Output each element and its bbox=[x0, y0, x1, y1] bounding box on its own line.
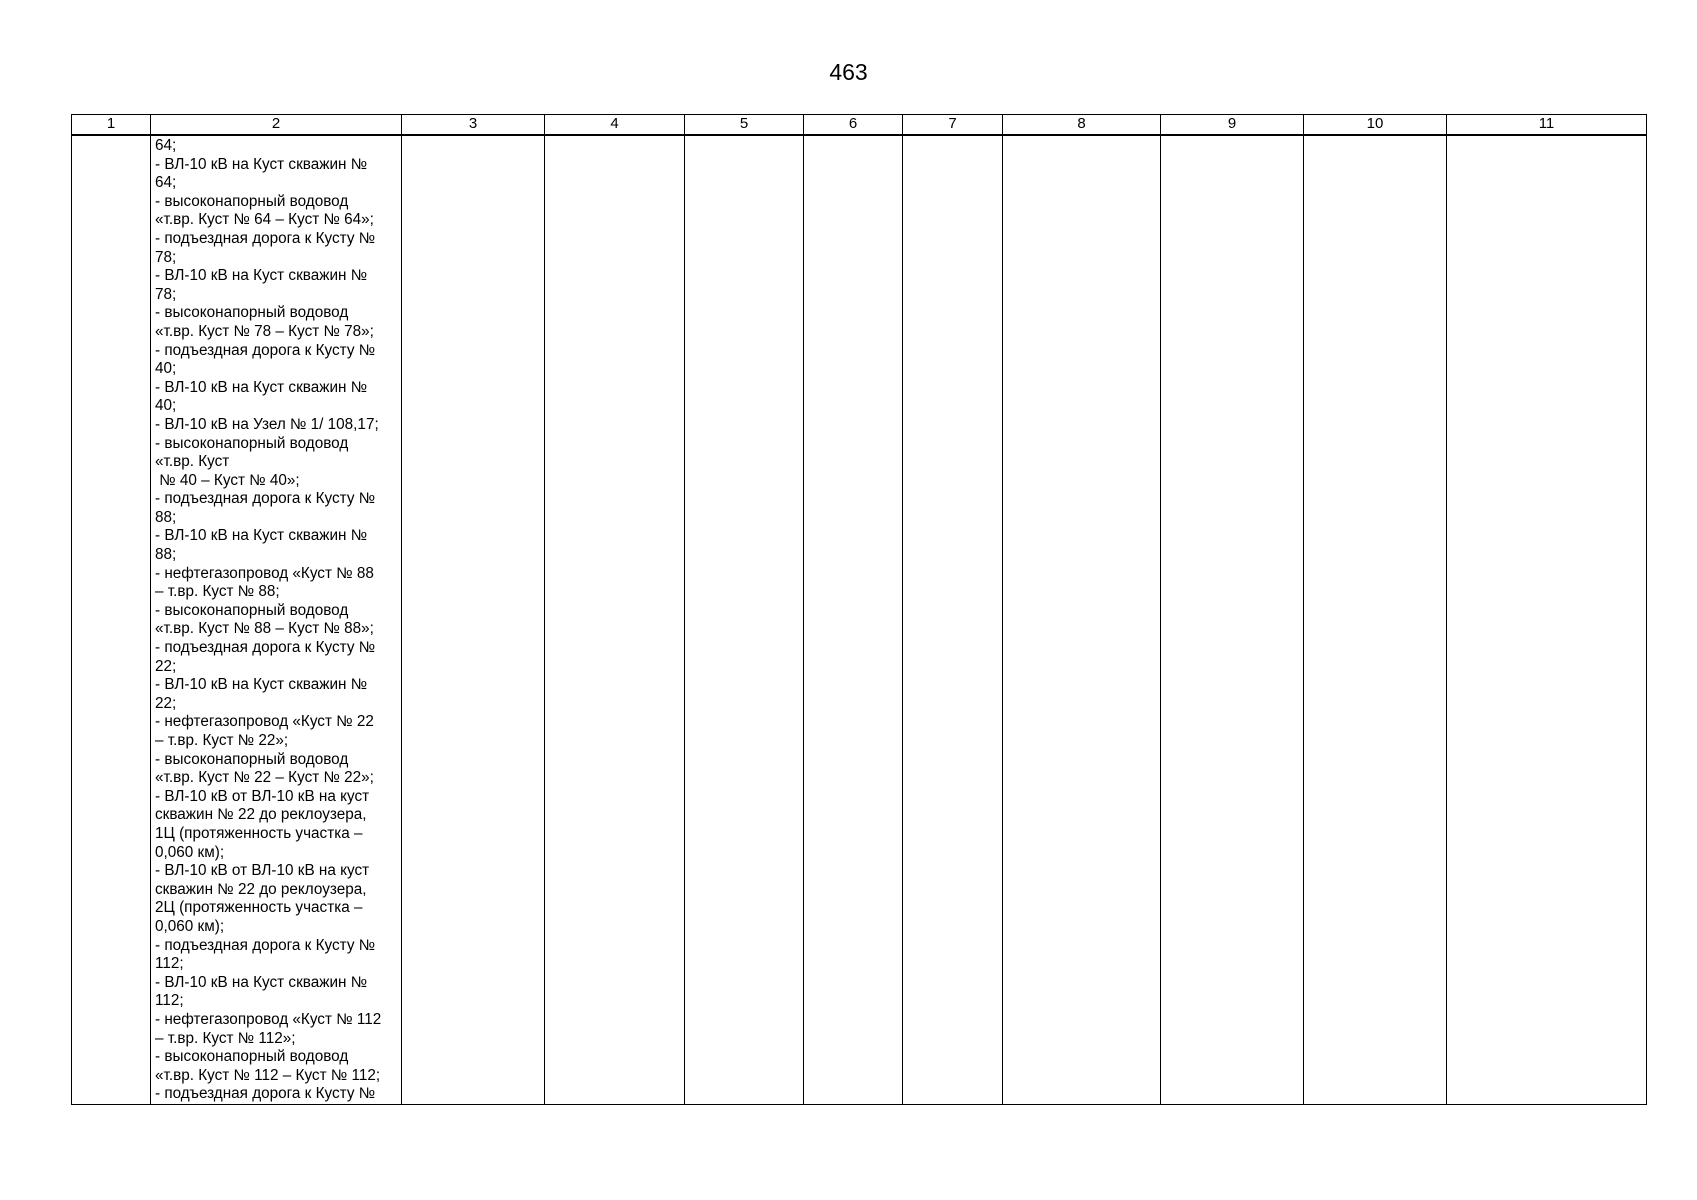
column-header-4: 4 bbox=[545, 115, 685, 136]
cell-text bbox=[402, 136, 544, 137]
column-header-6: 6 bbox=[804, 115, 903, 136]
data-table bbox=[71, 114, 1647, 1105]
table-cell-col-5 bbox=[685, 135, 804, 1104]
cell-text bbox=[685, 136, 803, 137]
table-cell-col-1 bbox=[72, 135, 151, 1104]
table-cell-col-11 bbox=[1447, 135, 1647, 1104]
cell-text bbox=[1003, 136, 1160, 137]
table-cell-col-10 bbox=[1304, 135, 1447, 1104]
cell-text bbox=[903, 136, 1002, 137]
column-header-7: 7 bbox=[903, 115, 1003, 136]
page-number: 463 bbox=[829, 59, 868, 85]
column-header-5: 5 bbox=[685, 115, 804, 136]
table-cell-col-4 bbox=[545, 135, 685, 1104]
column-header-2: 2 bbox=[151, 115, 402, 136]
table-cell-col-9 bbox=[1161, 135, 1304, 1104]
table-cell-col-6 bbox=[804, 135, 903, 1104]
table-cell-col-8 bbox=[1003, 135, 1161, 1104]
cell-text bbox=[804, 136, 902, 137]
cell-text-objects-list: 64; - ВЛ-10 кВ на Куст скважин № 64; - высоконапорный водовод «т.вр. Куст № 64 – Куст № 64»; - подъездная дорога к Кусту № 78; - ВЛ-10 кВ на Куст скважин № 78; - высоконапорный водовод «т.вр. Куст № 78 – Куст № 78»; - подъездная дорога к Кусту № 40; - ВЛ-10 кВ на Куст скважин № 40; - ВЛ-10 кВ на Узел № 1/ 108,17; - высоконапорный водовод «т.вр. Куст № 40 – Куст № 40»; - подъездная дорога к Кусту № 88; - ВЛ-10 кВ на Куст скважин № 88; - нефтегазопровод «Куст № 88 – т.вр. Куст № 88; - высоконапорный водовод «т.вр. Куст № 88 – Куст № 88»; - подъездная дорога к Кусту № 22; - ВЛ-10 кВ на Куст скважин № 22; - нефтегазопровод «Куст № 22 – т.вр. Куст № 22»; - высоконапорный водовод «т.вр. Куст № 22 – Куст № 22»; - ВЛ-10 кВ от ВЛ-10 кВ на куст скважин № 22 до реклоузера, 1Ц (протяженность участка – 0,060 км); - ВЛ-10 кВ от ВЛ-10 кВ на куст скважин № 22 до реклоузера, 2Ц (протяженность участка – 0,060 км); - подъездная дорога к Кусту № 112; - ВЛ-10 кВ на Куст скважин № 112; - нефтегазопровод «Куст № 112 – т.вр. Куст № 112»; - высоконапорный водовод «т.вр. Куст № 112 – Куст № 112; - подъездная дорога к Кусту № bbox=[155, 137, 382, 1103]
cell-text bbox=[545, 136, 684, 137]
cell-text bbox=[1304, 136, 1446, 137]
table-row bbox=[72, 135, 1647, 1104]
table-cell-col-3 bbox=[402, 135, 545, 1104]
cell-text bbox=[1161, 136, 1303, 137]
column-header-9: 9 bbox=[1161, 115, 1304, 136]
column-header-8: 8 bbox=[1003, 115, 1161, 136]
table-cell-col-2 bbox=[151, 135, 402, 1104]
table-cell-col-7 bbox=[903, 135, 1003, 1104]
table-header-row bbox=[72, 115, 1647, 136]
column-header-1: 1 bbox=[72, 115, 151, 136]
column-header-3: 3 bbox=[402, 115, 545, 136]
column-header-10: 10 bbox=[1304, 115, 1447, 136]
cell-text bbox=[1447, 136, 1646, 137]
cell-text bbox=[72, 136, 150, 137]
column-header-11: 11 bbox=[1447, 115, 1647, 136]
